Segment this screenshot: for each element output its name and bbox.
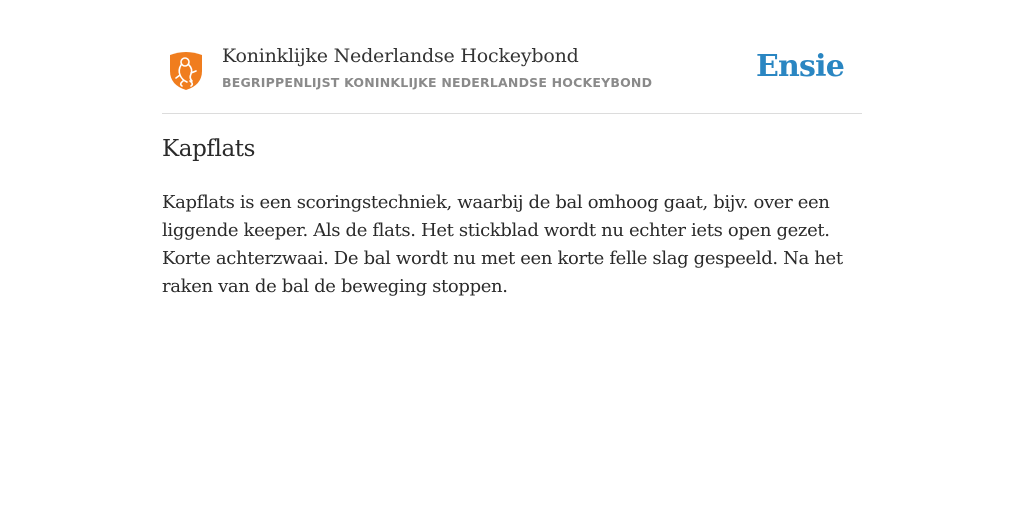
- term-definition: Kapflats is een scoringstechniek, waarbij de bal omhoog gaat, bijv. over een liggende keeper. Als de flats. Het stickblad wordt nu echter iets open gezet. Korte achterzwaai. De bal wordt nu met een korte felle slag gespeeld. Na het raken van de bal de beweging stoppen.: [162, 192, 843, 297]
- org-subtitle: BEGRIPPENLIJST KONINKLIJKE NEDERLANDSE HOCKEYBOND: [222, 75, 653, 90]
- ensie-brand-link[interactable]: Ensie: [755, 49, 844, 84]
- page-title: Kapflats: [162, 136, 256, 162]
- content-container: [162, 0, 862, 297]
- lion-shield-icon[interactable]: [168, 51, 204, 91]
- org-name: Koninklijke Nederlandse Hockeybond: [222, 45, 579, 67]
- header: [162, 0, 862, 114]
